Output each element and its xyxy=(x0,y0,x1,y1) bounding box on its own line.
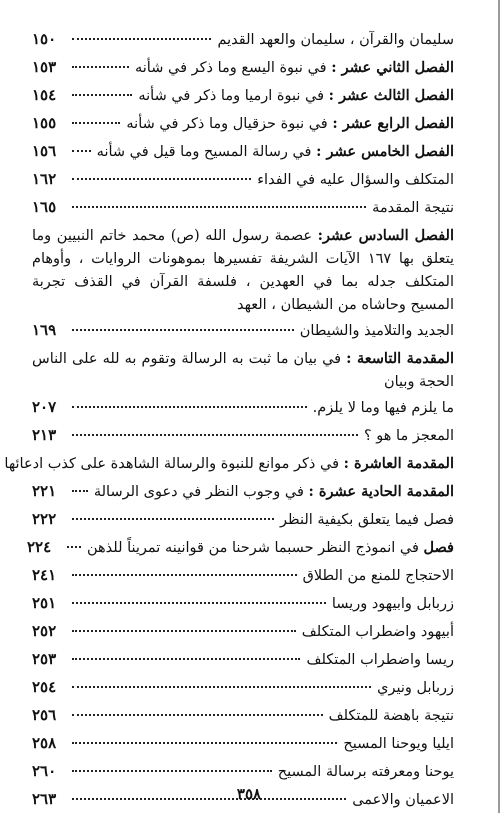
page-number: ٢٢١ xyxy=(32,482,57,500)
dot-leader xyxy=(72,490,88,492)
toc-entry xyxy=(26,536,454,559)
entry-text: فصل في انموذج النظر حسبما شرحنا من قوانينه تمريناً للذهن xyxy=(86,539,454,556)
toc-paragraph-intro-9 xyxy=(32,347,454,394)
dot-leader xyxy=(72,38,211,40)
dot-leader xyxy=(67,546,81,548)
page-number: ١٥٦ xyxy=(32,142,57,160)
page-number: ١٥٠ xyxy=(32,30,57,48)
toc-entry xyxy=(32,319,454,342)
page-number: ١٦٢ xyxy=(32,170,57,188)
chapter-label: الفصل السادس عشر: xyxy=(317,227,454,244)
entry-text: الجديد والتلاميذ والشيطان xyxy=(299,323,454,339)
page-number: ١٦٩ xyxy=(32,321,57,339)
dot-leader xyxy=(72,518,274,520)
page-number: ٢٠٧ xyxy=(32,398,57,416)
toc-entry xyxy=(32,704,454,727)
entry-text: المعجز ما هو ؟ xyxy=(363,428,454,444)
dot-leader xyxy=(72,630,296,632)
toc-entry xyxy=(32,112,454,135)
entry-text: المقدمة الحادية عشرة : في وجوب النظر في دعوى الرسالة xyxy=(93,483,454,500)
dot-leader xyxy=(72,434,358,436)
entry-text: فصل فيما يتعلق بكيفية النظر xyxy=(280,512,454,528)
toc-entry xyxy=(32,760,454,783)
toc-entry xyxy=(32,620,454,643)
dot-leader xyxy=(72,574,297,576)
toc-entry xyxy=(32,732,454,755)
dot-leader xyxy=(72,602,326,604)
page-number: ٢٤١ xyxy=(32,566,57,584)
entry-text: الفصل الخامس عشر : في رسالة المسيح وما قيل في شأنه xyxy=(96,143,454,160)
entry-text: المقدمة العاشرة : في ذكر موانع للنبوة والرسالة الشاهدة على كذب ادعائها xyxy=(4,455,454,472)
toc-entry xyxy=(32,592,454,615)
entry-text: أبيهود واضطراب المتكلف xyxy=(301,624,454,640)
dot-leader xyxy=(72,658,300,660)
toc-paragraph-chapter-16 xyxy=(32,224,454,317)
page-number: ١٥٤ xyxy=(32,86,57,104)
page-number: ١٥٣ xyxy=(32,58,57,76)
dot-leader xyxy=(72,150,91,152)
table-of-contents xyxy=(4,28,454,816)
page-number: ١٥٥ xyxy=(32,114,57,132)
toc-entry xyxy=(32,564,454,587)
page-number: ٢١٣ xyxy=(32,426,57,444)
toc-entry xyxy=(32,196,454,219)
dot-leader xyxy=(72,94,132,96)
dot-leader xyxy=(72,742,337,744)
page-number: ٢٥٨ xyxy=(32,734,57,752)
page-number: ١٦٥ xyxy=(32,198,57,216)
entry-text: الفصل الثاني عشر : في نبوة اليسع وما ذكر في شأنه xyxy=(135,59,454,76)
entry-text: الفصل الثالث عشر : في نبوة ارميا وما ذكر في شأنه xyxy=(138,87,454,104)
page-number: ٢٦٣ xyxy=(32,790,57,808)
toc-entry xyxy=(32,168,454,191)
entry-text: الفصل الرابع عشر : في نبوة حزقيال وما ذكر في شأنه xyxy=(126,115,454,132)
intro-text: في بيان ما ثبت به الرسالة وتقوم به لله على الناس الحجة وبيان xyxy=(32,351,454,390)
entry-text: سليمان والقرآن ، سليمان والعهد القديم xyxy=(217,32,454,48)
entry-text: المتكلف والسؤال عليه في الفداء xyxy=(257,172,454,188)
entry-text: ايليا ويوحنا المسيح xyxy=(343,736,454,752)
page-number: ٢٢٤ xyxy=(26,538,52,556)
page-number: ٢٥٤ xyxy=(32,678,57,696)
toc-entry xyxy=(32,480,454,503)
dot-leader xyxy=(72,406,307,408)
entry-text: الاحتجاج للمنع من الطلاق xyxy=(302,568,454,584)
toc-entry xyxy=(32,140,454,163)
toc-entry xyxy=(32,424,454,447)
dot-leader xyxy=(72,206,366,208)
dot-leader xyxy=(72,686,371,688)
toc-entry xyxy=(32,396,454,419)
entry-text: الاعميان والاعمى xyxy=(352,792,454,808)
chapter-text: عصمة رسول الله (ص) محمد خاتم النبيين وما يتعلق بها ١٦٧ الآيات الشريفة تفسيرها بموهونات الروايات ، وأوهام المتكلف جدله بما في العهدين ، فلسفة القرآن في القذف تجربة المسيح وحاشاه من الشيطان ، العهد xyxy=(32,228,454,313)
folio-page-number: ٣٥٨ xyxy=(236,785,262,803)
dot-leader xyxy=(72,770,272,772)
toc-entry xyxy=(32,56,454,79)
dot-leader xyxy=(72,329,294,331)
intro-label: المقدمة التاسعة : xyxy=(346,350,454,367)
entry-text: يوحنا ومعرفته برسالة المسيح xyxy=(277,764,454,780)
toc-entry xyxy=(32,676,454,699)
toc-entry xyxy=(32,648,454,671)
page-number: ٢٥٣ xyxy=(32,650,57,668)
dot-leader xyxy=(72,714,323,716)
toc-entry xyxy=(32,508,454,531)
dot-leader xyxy=(72,178,251,180)
entry-text: زربابل ونيري xyxy=(377,680,454,696)
dot-leader xyxy=(72,66,129,68)
entry-text: زربابل وابيهود وريسا xyxy=(331,596,454,612)
toc-entry xyxy=(32,84,454,107)
entry-text: نتيجة باهضة للمتكلف xyxy=(328,708,454,724)
page-number: ٢٥٦ xyxy=(32,706,57,724)
page-number: ٢٥٢ xyxy=(32,622,57,640)
toc-entry xyxy=(4,452,454,475)
toc-entry xyxy=(32,28,454,51)
entry-text: ريسا واضطراب المتكلف xyxy=(306,652,454,668)
dot-leader xyxy=(72,122,120,124)
entry-text: نتيجة المقدمة xyxy=(372,200,454,216)
page-number: ٢٥١ xyxy=(32,594,57,612)
entry-text: ما يلزم فيها وما لا يلزم. xyxy=(312,400,454,416)
page-number: ٢٢٢ xyxy=(32,510,57,528)
page-number: ٢٦٠ xyxy=(32,762,57,780)
